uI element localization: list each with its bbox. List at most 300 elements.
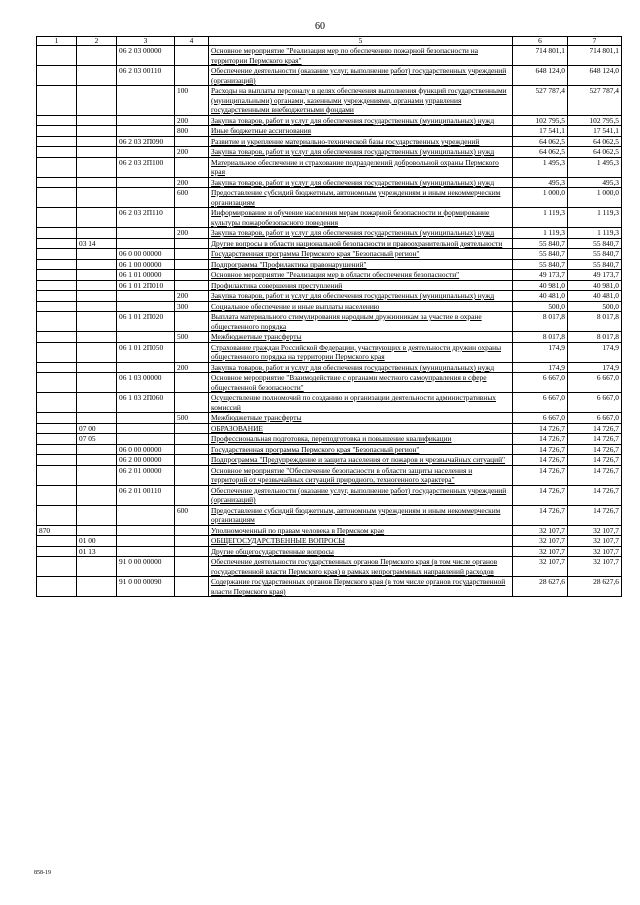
amount-year-1: 14 726,7 (513, 455, 568, 466)
expense-type-code (175, 208, 209, 228)
chapter-code (37, 373, 77, 393)
amount-year-2: 14 726,7 (568, 465, 622, 485)
target-article-code (117, 332, 175, 343)
chapter-code (37, 485, 77, 505)
item-name: Обеспечение деятельности (оказание услуг, выполнение работ) государственных учреждений (организаций) (209, 66, 513, 86)
item-name: Уполномоченный по правам человека в Пермском крае (209, 525, 513, 536)
amount-year-1: 32 107,7 (513, 536, 568, 547)
amount-year-1: 55 840,7 (513, 238, 568, 249)
section-code (77, 444, 117, 455)
item-name: Межбюджетные трансферты (209, 413, 513, 424)
item-name: Закупка товаров, работ и услуг для обеспечения государственных (муниципальных) нужд (209, 362, 513, 373)
table-row (37, 444, 622, 455)
amount-year-2: 17 541,1 (568, 126, 622, 137)
table-body (37, 46, 622, 597)
table-row (37, 301, 622, 312)
target-article-code (117, 505, 175, 525)
target-article-code (117, 115, 175, 126)
expense-type-code (175, 546, 209, 557)
target-article-code: 06 1 00 00000 (117, 259, 175, 270)
table-row (37, 147, 622, 158)
table-row (37, 362, 622, 373)
amount-year-2: 40 481,0 (568, 291, 622, 302)
table-row (37, 188, 622, 208)
table-header (37, 37, 622, 46)
chapter-code (37, 280, 77, 291)
amount-year-1: 14 726,7 (513, 505, 568, 525)
section-code (77, 312, 117, 332)
table-row (37, 177, 622, 188)
item-name: Предоставление субсидий бюджетным, автономным учреждениям и иным некоммерческим организациям (209, 188, 513, 208)
target-article-code: 91 0 00 00000 (117, 557, 175, 577)
expense-type-code: 500 (175, 413, 209, 424)
section-code (77, 301, 117, 312)
expense-type-code (175, 536, 209, 547)
expense-type-code (175, 66, 209, 86)
chapter-code (37, 291, 77, 302)
item-name: Выплата материального стимулирования народным дружинникам за участие в охране общественного порядка (209, 312, 513, 332)
section-code (77, 342, 117, 362)
item-name: Основное мероприятие "Взаимодействие с органами местного самоуправления в сфере общественной безопасности" (209, 373, 513, 393)
amount-year-1: 6 667,0 (513, 413, 568, 424)
section-code (77, 557, 117, 577)
chapter-code (37, 136, 77, 147)
target-article-code: 06 2 03 00110 (117, 66, 175, 86)
section-code: 07 00 (77, 423, 117, 434)
table-row (37, 505, 622, 525)
expense-type-code: 300 (175, 301, 209, 312)
section-code (77, 157, 117, 177)
header-row (37, 37, 622, 46)
target-article-code: 06 2 01 00000 (117, 465, 175, 485)
table-row (37, 413, 622, 424)
section-code (77, 291, 117, 302)
chapter-code (37, 455, 77, 466)
target-article-code (117, 228, 175, 239)
item-name: Материальное обеспечение и страхование подразделений добровольной охраны Пермского края (209, 157, 513, 177)
amount-year-2: 174,9 (568, 362, 622, 373)
item-name: Основное мероприятие "Реализация мер по обеспечению пожарной безопасности на территории Пермского края" (209, 46, 513, 66)
amount-year-2: 14 726,7 (568, 434, 622, 445)
target-article-code: 06 0 00 00000 (117, 444, 175, 455)
expense-type-code (175, 249, 209, 260)
chapter-code (37, 465, 77, 485)
target-article-code (117, 86, 175, 116)
chapter-code (37, 208, 77, 228)
amount-year-1: 6 667,0 (513, 373, 568, 393)
table-row (37, 434, 622, 445)
item-name: Предоставление субсидий бюджетным, автономным учреждениям и иным некоммерческим организациям (209, 505, 513, 525)
chapter-code (37, 546, 77, 557)
expense-type-code (175, 136, 209, 147)
column-header: 1 (37, 37, 77, 46)
item-name: Другие общегосударственные вопросы (209, 546, 513, 557)
section-code (77, 413, 117, 424)
expense-type-code (175, 423, 209, 434)
amount-year-2: 14 726,7 (568, 455, 622, 466)
chapter-code (37, 228, 77, 239)
section-code: 03 14 (77, 238, 117, 249)
amount-year-1: 174,9 (513, 362, 568, 373)
budget-table (36, 36, 622, 597)
section-code (77, 270, 117, 281)
amount-year-2: 55 840,7 (568, 259, 622, 270)
amount-year-1: 49 173,7 (513, 270, 568, 281)
expense-type-code (175, 434, 209, 445)
table-row (37, 46, 622, 66)
item-name: Закупка товаров, работ и услуг для обеспечения государственных (муниципальных) нужд (209, 177, 513, 188)
section-code (77, 362, 117, 373)
target-article-code: 06 2 01 00110 (117, 485, 175, 505)
chapter-code (37, 177, 77, 188)
footer-code: 858-19 (34, 870, 51, 876)
amount-year-1: 714 801,1 (513, 46, 568, 66)
table-row (37, 312, 622, 332)
section-code (77, 249, 117, 260)
item-name: Содержание государственных органов Пермского края (в том числе органов государственной власти Пермского края) (209, 577, 513, 597)
amount-year-2: 32 107,7 (568, 557, 622, 577)
column-header: 6 (513, 37, 568, 46)
item-name: Государственная программа Пермского края "Безопасный регион" (209, 249, 513, 260)
amount-year-1: 102 795,5 (513, 115, 568, 126)
table-row (37, 525, 622, 536)
expense-type-code: 600 (175, 505, 209, 525)
table-row (37, 136, 622, 147)
expense-type-code: 200 (175, 147, 209, 158)
chapter-code (37, 362, 77, 373)
table-row (37, 270, 622, 281)
chapter-code (37, 393, 77, 413)
item-name: Обеспечение деятельности (оказание услуг, выполнение работ) государственных учреждений (организаций) (209, 485, 513, 505)
item-name: Межбюджетные трансферты (209, 332, 513, 343)
amount-year-2: 32 107,7 (568, 546, 622, 557)
amount-year-1: 8 017,8 (513, 332, 568, 343)
section-code (77, 525, 117, 536)
amount-year-1: 648 124,0 (513, 66, 568, 86)
section-code (77, 126, 117, 137)
amount-year-2: 174,9 (568, 342, 622, 362)
chapter-code (37, 126, 77, 137)
target-article-code: 06 1 03 2П060 (117, 393, 175, 413)
expense-type-code (175, 259, 209, 270)
amount-year-2: 1 119,3 (568, 228, 622, 239)
expense-type-code (175, 312, 209, 332)
amount-year-2: 8 017,8 (568, 312, 622, 332)
section-code (77, 147, 117, 158)
section-code (77, 208, 117, 228)
chapter-code (37, 423, 77, 434)
chapter-code (37, 86, 77, 116)
amount-year-1: 28 627,6 (513, 577, 568, 597)
expense-type-code (175, 393, 209, 413)
section-code (77, 465, 117, 485)
target-article-code: 06 2 03 2П100 (117, 157, 175, 177)
target-article-code (117, 177, 175, 188)
item-name: Закупка товаров, работ и услуг для обеспечения государственных (муниципальных) нужд (209, 115, 513, 126)
amount-year-1: 527 787,4 (513, 86, 568, 116)
section-code (77, 86, 117, 116)
column-header: 7 (568, 37, 622, 46)
target-article-code (117, 536, 175, 547)
chapter-code (37, 259, 77, 270)
target-article-code: 06 1 03 00000 (117, 373, 175, 393)
item-name: Профессиональная подготовка, переподготовка и повышение квалификации (209, 434, 513, 445)
chapter-code (37, 577, 77, 597)
expense-type-code: 200 (175, 177, 209, 188)
item-name: Основное мероприятие "Реализация мер в области обеспечения безопасности" (209, 270, 513, 281)
target-article-code: 06 1 01 2П020 (117, 312, 175, 332)
table-row (37, 577, 622, 597)
amount-year-2: 8 017,8 (568, 332, 622, 343)
expense-type-code (175, 342, 209, 362)
table-row (37, 208, 622, 228)
table-row (37, 546, 622, 557)
amount-year-1: 8 017,8 (513, 312, 568, 332)
expense-type-code (175, 465, 209, 485)
section-code (77, 177, 117, 188)
table-row (37, 557, 622, 577)
amount-year-2: 500,0 (568, 301, 622, 312)
section-code (77, 46, 117, 66)
amount-year-2: 32 107,7 (568, 536, 622, 547)
amount-year-2: 648 124,0 (568, 66, 622, 86)
column-header: 2 (77, 37, 117, 46)
section-code (77, 136, 117, 147)
item-name: Подпрограмма "Профилактика правонарушений" (209, 259, 513, 270)
target-article-code: 06 2 03 2П090 (117, 136, 175, 147)
item-name: Расходы на выплаты персоналу в целях обеспечения выполнения функций государственными (муниципальными) органами, казенными учреждениями, органами управления государственными внебюджетными фондами (209, 86, 513, 116)
table-row (37, 465, 622, 485)
target-article-code: 06 1 01 2П050 (117, 342, 175, 362)
amount-year-2: 14 726,7 (568, 505, 622, 525)
section-code (77, 455, 117, 466)
amount-year-1: 1 119,3 (513, 208, 568, 228)
item-name: Развитие и укрепление материально-технической базы государственных учреждений (209, 136, 513, 147)
target-article-code (117, 423, 175, 434)
item-name: Подпрограмма "Предупреждение и защита населения от пожаров и чрезвычайных ситуаций" (209, 455, 513, 466)
section-code (77, 505, 117, 525)
expense-type-code: 200 (175, 115, 209, 126)
amount-year-2: 527 787,4 (568, 86, 622, 116)
section-code: 01 00 (77, 536, 117, 547)
target-article-code (117, 126, 175, 137)
amount-year-2: 102 795,5 (568, 115, 622, 126)
amount-year-1: 32 107,7 (513, 557, 568, 577)
amount-year-2: 40 981,0 (568, 280, 622, 291)
item-name: Профилактика совершения преступлений (209, 280, 513, 291)
target-article-code (117, 546, 175, 557)
amount-year-2: 49 173,7 (568, 270, 622, 281)
chapter-code (37, 188, 77, 208)
expense-type-code (175, 238, 209, 249)
item-name: Обеспечение деятельности государственных органов Пермского края (в том числе органов государственной власти Пермского края) в рамках непрограммных направлений расходов (209, 557, 513, 577)
chapter-code (37, 312, 77, 332)
table-row (37, 393, 622, 413)
chapter-code (37, 332, 77, 343)
amount-year-1: 40 481,0 (513, 291, 568, 302)
table-row (37, 423, 622, 434)
item-name: Основное мероприятие "Обеспечение безопасности в области защиты населения и территорий от чрезвычайных ситуаций природного, техногенного характера" (209, 465, 513, 485)
section-code: 01 13 (77, 546, 117, 557)
table-row (37, 485, 622, 505)
table-row (37, 536, 622, 547)
item-name: Закупка товаров, работ и услуг для обеспечения государственных (муниципальных) нужд (209, 228, 513, 239)
section-code (77, 188, 117, 208)
table-row (37, 157, 622, 177)
amount-year-2: 28 627,6 (568, 577, 622, 597)
amount-year-1: 14 726,7 (513, 465, 568, 485)
amount-year-2: 495,3 (568, 177, 622, 188)
amount-year-2: 64 062,5 (568, 136, 622, 147)
target-article-code: 06 1 01 2П010 (117, 280, 175, 291)
expense-type-code (175, 280, 209, 291)
amount-year-2: 55 840,7 (568, 238, 622, 249)
amount-year-1: 174,9 (513, 342, 568, 362)
column-header: 3 (117, 37, 175, 46)
amount-year-1: 1 119,3 (513, 228, 568, 239)
table-row (37, 342, 622, 362)
chapter-code (37, 46, 77, 66)
target-article-code: 91 0 00 00090 (117, 577, 175, 597)
amount-year-1: 14 726,7 (513, 423, 568, 434)
amount-year-1: 64 062,5 (513, 136, 568, 147)
amount-year-2: 714 801,1 (568, 46, 622, 66)
amount-year-1: 55 840,7 (513, 249, 568, 260)
chapter-code: 870 (37, 525, 77, 536)
table-row (37, 249, 622, 260)
table-row (37, 228, 622, 239)
section-code: 07 05 (77, 434, 117, 445)
item-name: ОБРАЗОВАНИЕ (209, 423, 513, 434)
amount-year-1: 14 726,7 (513, 485, 568, 505)
item-name: ОБЩЕГОСУДАРСТВЕННЫЕ ВОПРОСЫ (209, 536, 513, 547)
table-row (37, 66, 622, 86)
amount-year-1: 55 840,7 (513, 259, 568, 270)
target-article-code (117, 291, 175, 302)
amount-year-1: 500,0 (513, 301, 568, 312)
section-code (77, 332, 117, 343)
section-code (77, 577, 117, 597)
column-header: 5 (209, 37, 513, 46)
table-row (37, 115, 622, 126)
amount-year-2: 1 119,3 (568, 208, 622, 228)
expense-type-code: 100 (175, 86, 209, 116)
item-name: Иные бюджетные ассигнования (209, 126, 513, 137)
amount-year-1: 64 062,5 (513, 147, 568, 158)
amount-year-2: 14 726,7 (568, 444, 622, 455)
amount-year-1: 495,3 (513, 177, 568, 188)
expense-type-code (175, 557, 209, 577)
item-name: Закупка товаров, работ и услуг для обеспечения государственных (муниципальных) нужд (209, 147, 513, 158)
item-name: Другие вопросы в области национальной безопасности и правоохранительной деятельности (209, 238, 513, 249)
section-code (77, 115, 117, 126)
section-code (77, 373, 117, 393)
amount-year-1: 32 107,7 (513, 525, 568, 536)
item-name: Социальное обеспечение и иные выплаты населению (209, 301, 513, 312)
target-article-code: 06 2 00 00000 (117, 455, 175, 466)
item-name: Информирование и обучение населения мерам пожарной безопасности и формирование культуры пожаробезопасного поведения (209, 208, 513, 228)
amount-year-1: 1 495,3 (513, 157, 568, 177)
target-article-code (117, 188, 175, 208)
item-name: Страхование граждан Российской Федерации, участвующих в деятельности дружин охраны общественного порядка на территории Пермского края (209, 342, 513, 362)
amount-year-2: 55 840,7 (568, 249, 622, 260)
expense-type-code (175, 157, 209, 177)
table-row (37, 455, 622, 466)
section-code (77, 280, 117, 291)
amount-year-2: 64 062,5 (568, 147, 622, 158)
target-article-code (117, 413, 175, 424)
expense-type-code (175, 485, 209, 505)
amount-year-1: 1 000,0 (513, 188, 568, 208)
expense-type-code (175, 525, 209, 536)
section-code (77, 228, 117, 239)
section-code (77, 66, 117, 86)
chapter-code (37, 434, 77, 445)
chapter-code (37, 115, 77, 126)
expense-type-code: 800 (175, 126, 209, 137)
chapter-code (37, 157, 77, 177)
expense-type-code (175, 46, 209, 66)
item-name: Государственная программа Пермского края "Безопасный регион" (209, 444, 513, 455)
chapter-code (37, 557, 77, 577)
chapter-code (37, 270, 77, 281)
section-code (77, 485, 117, 505)
amount-year-2: 32 107,7 (568, 525, 622, 536)
amount-year-1: 14 726,7 (513, 444, 568, 455)
section-code (77, 259, 117, 270)
column-header: 4 (175, 37, 209, 46)
target-article-code (117, 238, 175, 249)
table-row (37, 126, 622, 137)
table-row (37, 86, 622, 116)
chapter-code (37, 249, 77, 260)
page-number: 60 (315, 21, 325, 32)
amount-year-1: 17 541,1 (513, 126, 568, 137)
table-row (37, 373, 622, 393)
amount-year-1: 6 667,0 (513, 393, 568, 413)
expense-type-code (175, 444, 209, 455)
item-name: Осуществление полномочий по созданию и организации деятельности административных комиссий (209, 393, 513, 413)
chapter-code (37, 66, 77, 86)
amount-year-2: 6 667,0 (568, 413, 622, 424)
expense-type-code: 600 (175, 188, 209, 208)
table-row (37, 238, 622, 249)
chapter-code (37, 301, 77, 312)
section-code (77, 393, 117, 413)
chapter-code (37, 536, 77, 547)
expense-type-code: 200 (175, 362, 209, 373)
chapter-code (37, 505, 77, 525)
expense-type-code (175, 270, 209, 281)
expense-type-code: 200 (175, 291, 209, 302)
target-article-code (117, 434, 175, 445)
target-article-code (117, 147, 175, 158)
chapter-code (37, 147, 77, 158)
target-article-code: 06 0 00 00000 (117, 249, 175, 260)
target-article-code: 06 2 03 2П110 (117, 208, 175, 228)
target-article-code: 06 2 03 00000 (117, 46, 175, 66)
table-row (37, 280, 622, 291)
target-article-code (117, 362, 175, 373)
target-article-code: 06 1 01 00000 (117, 270, 175, 281)
table-row (37, 259, 622, 270)
amount-year-2: 6 667,0 (568, 393, 622, 413)
amount-year-1: 40 981,0 (513, 280, 568, 291)
expense-type-code (175, 373, 209, 393)
expense-type-code (175, 577, 209, 597)
amount-year-2: 1 495,3 (568, 157, 622, 177)
amount-year-2: 6 667,0 (568, 373, 622, 393)
